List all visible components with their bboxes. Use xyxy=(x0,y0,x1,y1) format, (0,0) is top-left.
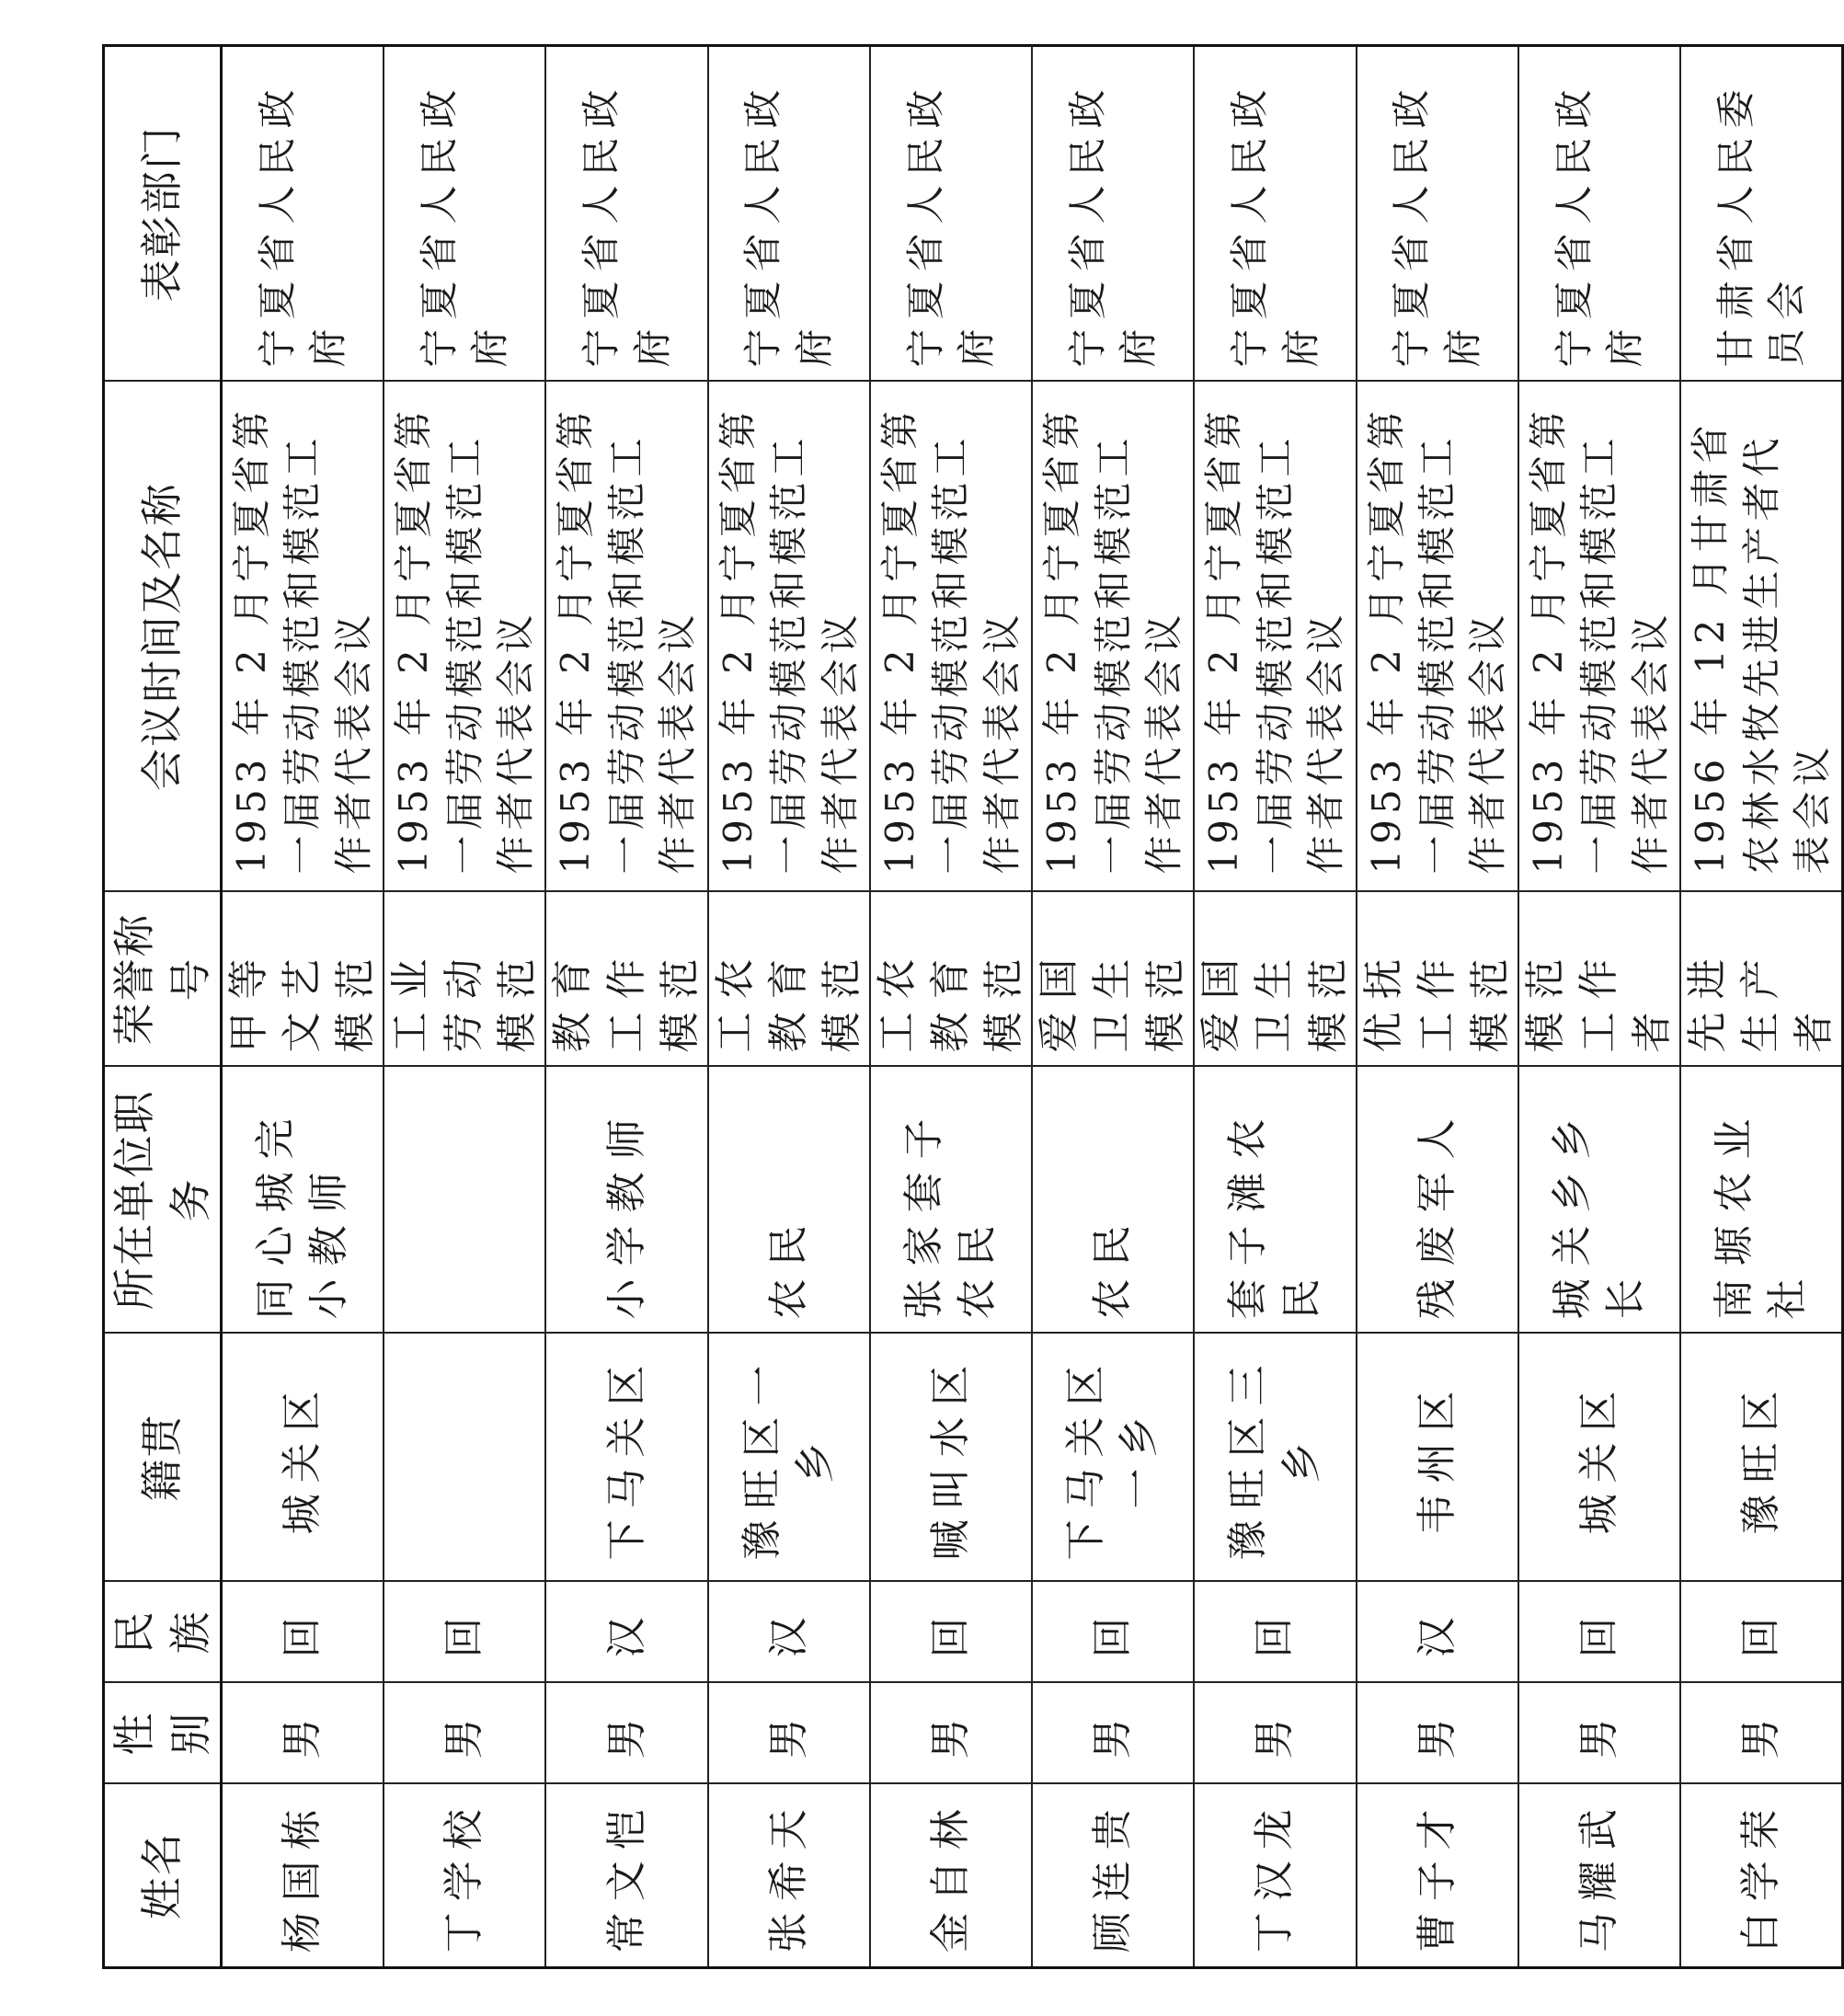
cell-hometown: 喊叫水区 xyxy=(870,1334,1032,1582)
cell-sex: 男 xyxy=(1357,1683,1518,1784)
cell-hometown: 下马关区一乡 xyxy=(1032,1334,1194,1582)
cell-meeting: 1953 年 2 月宁夏省第一届劳动模范和模范工作者代表会议 xyxy=(384,382,545,892)
cell-meeting: 1953 年 2 月宁夏省第一届劳动模范和模范工作者代表会议 xyxy=(1194,382,1356,892)
cell-unit xyxy=(384,1067,545,1334)
cell-sex: 男 xyxy=(1680,1683,1843,1784)
cell-sex: 男 xyxy=(870,1683,1032,1784)
header-hometown: 籍贯 xyxy=(104,1334,222,1582)
cell-ethnicity: 汉 xyxy=(1357,1582,1518,1683)
cell-ethnicity: 回 xyxy=(1518,1582,1680,1683)
cell-unit: 小学教师 xyxy=(545,1067,707,1334)
cell-unit: 残废军人 xyxy=(1357,1067,1518,1334)
cell-ethnicity: 汉 xyxy=(545,1582,707,1683)
cell-name: 顾连贵 xyxy=(1032,1784,1194,1968)
table-body xyxy=(222,46,1843,1968)
cell-honor: 爱国卫生模范 xyxy=(1194,892,1356,1067)
cell-unit: 城关乡乡长 xyxy=(1518,1067,1680,1334)
cell-honor: 工农教育模范 xyxy=(870,892,1032,1067)
cell-honor: 教育工作模范 xyxy=(545,892,707,1067)
cell-dept: 宁夏省人民政府 xyxy=(222,46,384,382)
cell-name: 曹子才 xyxy=(1357,1784,1518,1968)
cell-name: 张希天 xyxy=(708,1784,870,1968)
header-name: 姓名 xyxy=(104,1784,222,1968)
header-sex: 性别 xyxy=(104,1683,222,1784)
cell-hometown xyxy=(384,1334,545,1582)
cell-unit: 农民 xyxy=(1032,1067,1194,1334)
cell-dept: 宁夏省人民政府 xyxy=(1518,46,1680,382)
table-header xyxy=(104,46,222,1968)
cell-meeting: 1956 年 12 月甘肃省农林水牧先进生产者代表会议 xyxy=(1680,382,1843,892)
cell-honor: 工农教育模范 xyxy=(708,892,870,1067)
cell-meeting: 1953 年 2 月宁夏省第一届劳动模范和模范工作者代表会议 xyxy=(1357,382,1518,892)
cell-unit: 套子滩农民 xyxy=(1194,1067,1356,1334)
cell-honor: 模范工作者 xyxy=(1518,892,1680,1067)
cell-sex: 男 xyxy=(222,1683,384,1784)
cell-dept: 宁夏省人民政府 xyxy=(708,46,870,382)
cell-honor: 先进生产者 xyxy=(1680,892,1843,1067)
cell-meeting: 1953 年 2 月宁夏省第一届劳动模范和模范工作者代表会议 xyxy=(1518,382,1680,892)
cell-unit: 同心城完小教师 xyxy=(222,1067,384,1334)
cell-name: 常文恺 xyxy=(545,1784,707,1968)
table-row xyxy=(1680,46,1843,1968)
cell-honor: 优抚工作模范 xyxy=(1357,892,1518,1067)
table-row xyxy=(708,46,870,1968)
cell-sex: 男 xyxy=(1194,1683,1356,1784)
cell-dept: 宁夏省人民政府 xyxy=(1032,46,1194,382)
cell-ethnicity: 回 xyxy=(1032,1582,1194,1683)
cell-hometown: 下马关区 xyxy=(545,1334,707,1582)
cell-unit: 农民 xyxy=(708,1067,870,1334)
cell-name: 马耀武 xyxy=(1518,1784,1680,1968)
header-unit: 所在单位职务 xyxy=(104,1067,222,1334)
cell-name: 白学荣 xyxy=(1680,1784,1843,1968)
cell-dept: 甘肃省人民委员会 xyxy=(1680,46,1843,382)
cell-honor: 工业劳动模范 xyxy=(384,892,545,1067)
cell-ethnicity: 回 xyxy=(1680,1582,1843,1683)
cell-hometown: 豫旺区一乡 xyxy=(708,1334,870,1582)
cell-name: 金自林 xyxy=(870,1784,1032,1968)
table-row xyxy=(1194,46,1356,1968)
cell-meeting: 1953 年 2 月宁夏省第一届劳动模范和模范工作者代表会议 xyxy=(870,382,1032,892)
cell-sex: 男 xyxy=(1518,1683,1680,1784)
cell-hometown: 城关区 xyxy=(222,1334,384,1582)
cell-meeting: 1953 年 2 月宁夏省第一届劳动模范和模范工作者代表会议 xyxy=(708,382,870,892)
cell-dept: 宁夏省人民政府 xyxy=(545,46,707,382)
cell-dept: 宁夏省人民政府 xyxy=(1194,46,1356,382)
cell-meeting: 1953 年 2 月宁夏省第一届劳动模范和模范工作者代表会议 xyxy=(222,382,384,892)
header-meeting: 会议时间及名称 xyxy=(104,382,222,892)
cell-ethnicity: 回 xyxy=(1194,1582,1356,1683)
header-dept: 表彰部门 xyxy=(104,46,222,382)
cell-sex: 男 xyxy=(545,1683,707,1784)
table-row xyxy=(545,46,707,1968)
cell-dept: 宁夏省人民政府 xyxy=(1357,46,1518,382)
cell-honor: 爱国卫生模范 xyxy=(1032,892,1194,1067)
cell-meeting: 1953 年 2 月宁夏省第一届劳动模范和模范工作者代表会议 xyxy=(545,382,707,892)
header-row xyxy=(104,46,222,1968)
cell-hometown: 豫旺区三乡 xyxy=(1194,1334,1356,1582)
cell-unit: 张家套子农民 xyxy=(870,1067,1032,1334)
honor-roll-table xyxy=(102,44,1844,1969)
cell-ethnicity: 回 xyxy=(222,1582,384,1683)
table-row xyxy=(384,46,545,1968)
cell-honor: 甲等文艺模范 xyxy=(222,892,384,1067)
cell-meeting: 1953 年 2 月宁夏省第一届劳动模范和模范工作者代表会议 xyxy=(1032,382,1194,892)
cell-ethnicity: 汉 xyxy=(708,1582,870,1683)
table-row xyxy=(870,46,1032,1968)
cell-hometown: 豫旺区 xyxy=(1680,1334,1843,1582)
table-row xyxy=(1518,46,1680,1968)
rotated-table-container xyxy=(102,47,1838,1969)
cell-ethnicity: 回 xyxy=(384,1582,545,1683)
cell-dept: 宁夏省人民政府 xyxy=(870,46,1032,382)
cell-name: 杨国栋 xyxy=(222,1784,384,1968)
cell-name: 丁学校 xyxy=(384,1784,545,1968)
table-row xyxy=(1032,46,1194,1968)
cell-name: 丁汉龙 xyxy=(1194,1784,1356,1968)
cell-unit: 南塬农业社 xyxy=(1680,1067,1843,1334)
table-row xyxy=(222,46,384,1968)
cell-dept: 宁夏省人民政府 xyxy=(384,46,545,382)
header-honor: 荣誉称号 xyxy=(104,892,222,1067)
cell-sex: 男 xyxy=(1032,1683,1194,1784)
cell-hometown: 城关区 xyxy=(1518,1334,1680,1582)
cell-hometown: 韦州区 xyxy=(1357,1334,1518,1582)
cell-sex: 男 xyxy=(384,1683,545,1784)
header-ethnicity: 民族 xyxy=(104,1582,222,1683)
cell-ethnicity: 回 xyxy=(870,1582,1032,1683)
cell-sex: 男 xyxy=(708,1683,870,1784)
table-row xyxy=(1357,46,1518,1968)
